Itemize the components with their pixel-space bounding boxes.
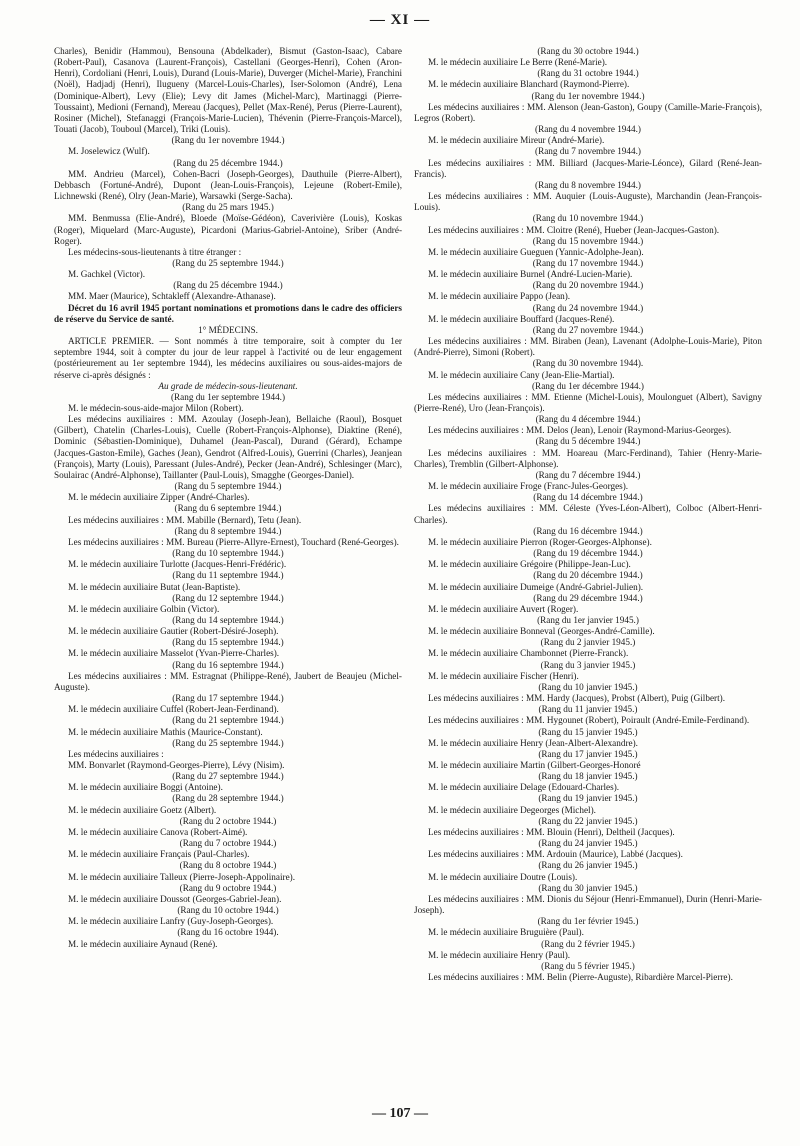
rank-date-heading: (Rang du 24 janvier 1945.): [538, 838, 638, 849]
rank-date-heading: (Rang du 5 décembre 1944.): [535, 436, 641, 447]
nomination-entry: Les médecins-sous-lieutenants à titre étranger :: [68, 246, 242, 257]
section-heading: 1° MÉDECINS.: [198, 324, 258, 335]
rank-date-heading: (Rang du 25 décembre 1944.): [173, 280, 283, 291]
nomination-entry: M. le médecin auxiliaire Cany (Jean-Elie-Martial).: [428, 369, 615, 380]
rank-date-heading: (Rang du 7 décembre 1944.): [535, 469, 641, 480]
decree-title: Décret du 16 avril 1945 portant nominations et promotions dans le cadre des officiers de réserve du Service de santé.: [54, 302, 402, 324]
rank-date-heading: (Rang du 27 novembre 1944.): [532, 324, 644, 335]
nomination-entry: M. le médecin-sous-aide-major Milon (Robert).: [68, 403, 244, 413]
rank-date-heading: (Rang du 10 janvier 1945.): [538, 681, 638, 692]
nomination-entry: M. le médecin auxiliaire Bouffard (Jacques-René).: [428, 313, 615, 324]
rank-date-heading: (Rang du 17 septembre 1944.): [172, 693, 284, 704]
rank-date-heading: (Rang du 25 mars 1945.): [182, 202, 274, 213]
rank-date-heading: (Rang du 10 octobre 1944.): [177, 905, 279, 916]
nomination-entry: M. le médecin auxiliaire Bruguière (Paul).: [428, 927, 584, 938]
nomination-entry: M. le médecin auxiliaire Aynaud (René).: [68, 938, 218, 949]
rank-date-heading: (Rang du 9 octobre 1944.): [179, 882, 277, 893]
nomination-entry: M. le médecin auxiliaire Gautier (Robert-Désiré-Joseph).: [68, 626, 279, 637]
nomination-entry: M. le médecin auxiliaire Lanfry (Guy-Joseph-Georges).: [68, 916, 274, 927]
rank-date-heading: (Rang du 6 septembre 1944.): [174, 503, 282, 514]
nomination-entry: Les médecins auxiliaires : MM. Céleste (Yves-Léon-Albert), Colboc (Albert-Henri-Charles).: [414, 503, 762, 525]
rank-date-heading: (Rang du 26 janvier 1945.): [538, 860, 638, 871]
nomination-entry: M. le médecin auxiliaire Doutre (Louis).: [428, 871, 578, 882]
rank-date-heading: (Rang du 2 février 1945.): [541, 938, 635, 949]
nomination-entry: M. le médecin auxiliaire Boggi (Antoine).: [68, 782, 223, 793]
nomination-entry: M. Gachkel (Victor).: [68, 269, 146, 280]
nomination-entry: M. le médecin auxiliaire Fischer (Henri).: [428, 670, 579, 681]
page-footer-number: — 107 —: [372, 1106, 428, 1121]
nomination-entry: M. le médecin auxiliaire Dumeige (André-Gabriel-Julien).: [428, 581, 644, 592]
rank-date-heading: (Rang du 28 septembre 1944.): [172, 793, 284, 804]
nomination-entry: M. le médecin auxiliaire Henry (Jean-Albert-Alexandre).: [428, 737, 638, 748]
nomination-entry: MM. Maer (Maurice), Schtakleff (Alexandre-Athanase).: [68, 291, 276, 302]
rank-date-heading: (Rang du 20 novembre 1944.): [532, 280, 644, 291]
nomination-entry: Les médecins auxiliaires : MM. Billiard (Jacques-Marie-Léonce), Gilard (René-Jean-Francis).: [414, 157, 762, 179]
nomination-entry: M. le médecin auxiliaire Mathis (Maurice-Constant).: [68, 726, 263, 737]
nomination-entry: M. le médecin auxiliaire Blanchard (Raymond-Pierre).: [428, 79, 630, 90]
rank-date-heading: (Rang du 3 janvier 1945.): [540, 659, 636, 670]
rank-date-heading: (Rang du 29 décembre 1944.): [533, 592, 643, 603]
rank-date-heading: (Rang du 30 octobre 1944.): [537, 46, 639, 56]
nomination-entry: M. le médecin auxiliaire Le Berre (René-Marie).: [428, 57, 608, 68]
nomination-entry: M. le médecin auxiliaire Degeorges (Michel).: [428, 804, 596, 815]
nomination-entry: Les médecins auxiliaires : MM. Estragnat (Philippe-René), Jaubert de Beaujeu (Michel-Auguste).: [54, 670, 402, 692]
rank-date-heading: (Rang du 1er novembre 1944.): [531, 90, 645, 101]
nomination-entry: Les médecins auxiliaires : MM. Auquier (Louis-Auguste), Marchandin (Jean-François-Louis).: [414, 191, 762, 213]
nomination-entry: MM. Bonvarlet (Raymond-Georges-Pierre), Lévy (Nisim).: [68, 760, 285, 770]
rank-date-heading: (Rang du 24 novembre 1944.): [532, 302, 644, 313]
rank-date-heading: (Rang du 15 septembre 1944.): [172, 637, 284, 648]
rank-date-heading: (Rang du 18 janvier 1945.): [538, 771, 638, 782]
rank-date-heading: (Rang du 5 février 1945.): [541, 960, 635, 971]
nomination-entry: M. le médecin auxiliaire Butat (Jean-Baptiste).: [68, 581, 241, 592]
rank-date-heading: (Rang du 11 janvier 1945.): [538, 704, 638, 715]
nomination-entry: Les médecins auxiliaires : MM. Azoulay (Joseph-Jean), Bellaiche (Raoul), Bosquet (Gilbert), Chatelin (Charles-Louis), Cuelle (Robert-François-Alphonse), Diaktine (René), Dominic (Sébastien-Dominique), Duhamel (Jean-Pascal), Durand (Gérard), Echampe (Jacques-Gaston-Emile), Gaches (Jean), Gendrot (Alfred-Louis), Guerrini (Charles), Jeanjean (François), Marty (Louis), Paressant (Jules-André), Pecker (Jean-André), Schlesinger (Marc), Soulairac (André-Alphonse), Taillanter (Paul-Louis), Smagghe (Georges-Daniel).: [54, 414, 402, 480]
rank-date-heading: (Rang du 8 septembre 1944.): [174, 525, 282, 536]
rank-date-heading: (Rang du 4 décembre 1944.): [535, 414, 641, 425]
nomination-entry: M. le médecin auxiliaire Français (Paul-Charles).: [68, 849, 250, 860]
rank-date-heading: (Rang du 22 janvier 1945.): [538, 815, 638, 826]
nomination-entry: M. le médecin auxiliaire Turlotte (Jacques-Henri-Frédéric).: [68, 559, 287, 570]
nomination-entry: M. le médecin auxiliaire Cuffel (Robert-Jean-Ferdinand).: [68, 704, 279, 715]
rank-date-heading: (Rang du 5 septembre 1944.): [174, 481, 282, 492]
nomination-entry: M. le médecin auxiliaire Pappo (Jean).: [428, 291, 571, 302]
page-header-roman-numeral: — XI —: [369, 12, 431, 28]
nomination-entry: M. le médecin auxiliaire Pierron (Roger-Georges-Alphonse).: [428, 536, 652, 547]
nomination-entry: M. le médecin auxiliaire Martin (Gilbert-Georges-Honoré: [428, 760, 641, 770]
rank-date-heading: (Rang du 25 décembre 1944.): [173, 157, 283, 168]
rank-date-heading: (Rang du 1er janvier 1945.): [537, 614, 639, 625]
nomination-entry: M. le médecin auxiliaire Grégoire (Philippe-Jean-Luc).: [428, 559, 631, 570]
rank-date-heading: (Rang du 1er novembre 1944.): [171, 135, 285, 146]
grade-heading: Au grade de médecin-sous-lieutenant.: [158, 380, 298, 391]
right-text-column: [414, 46, 762, 983]
nomination-entry: M. le médecin auxiliaire Masselot (Yvan-Pierre-Charles).: [68, 648, 280, 659]
nomination-entry: Les médecins auxiliaires : MM. Mabille (Bernard), Tetu (Jean).: [68, 514, 302, 525]
nomination-entry: M. le médecin auxiliaire Canova (Robert-Aimé).: [68, 826, 248, 837]
rank-date-heading: (Rang du 15 novembre 1944.): [532, 235, 644, 246]
nomination-entry: M. Joselewicz (Wulf).: [68, 146, 150, 157]
rank-date-heading: (Rang du 17 janvier 1945.): [538, 748, 638, 759]
rank-date-heading: (Rang du 25 septembre 1944.): [172, 737, 284, 748]
nomination-entry: Les médecins auxiliaires : MM. Bureau (Pierre-Allyre-Ernest), Touchard (René-Georges).: [68, 536, 399, 547]
rank-date-heading: (Rang du 31 octobre 1944.): [537, 68, 639, 79]
nomination-entry: M. le médecin auxiliaire Gueguen (Yannic-Adolphe-Jean).: [428, 246, 644, 257]
rank-date-heading: (Rang du 15 janvier 1945.): [538, 726, 638, 737]
nomination-entry: Les médecins auxiliaires : MM. Dionis du Séjour (Henri-Emmanuel), Durin (Henri-Marie-Joseph).: [414, 893, 762, 916]
rank-date-heading: (Rang du 14 décembre 1944.): [533, 492, 643, 503]
rank-date-heading: (Rang du 17 novembre 1944.): [532, 257, 644, 268]
rank-date-heading: (Rang du 16 décembre 1944.): [533, 525, 643, 536]
rank-date-heading: (Rang du 21 septembre 1944.): [172, 715, 284, 726]
nomination-entry: M. le médecin auxiliaire Doussot (Georges-Gabriel-Jean).: [68, 893, 282, 904]
nomination-entry: Charles), Benidir (Hammou), Bensouna (Abdelkader), Bismut (Gaston-Isaac), Cabare (Robert-Paul), Casanova (Laurent-François), Castellani (Georges-Henri), Cohen (Aron-Henri), Cordoliani (Henri, Louis), Durand (Louis-Marie), Duverger (Michel-Marie), Franchini (Noël), Hadjadj (Henri), Iluguenу (Marcel-Louis-Charles), Iser-Solomon (André), Lena (Dominique-Albert), Levy (Elie); Levy dit James (Michel-Marc), Martinaggi (Pierre-Toussaint), Medioni (Fernand), Mereau (Jacques), Pellet (Max-René), Perus (Pierre-Laurent), Rosiner (Michel), Stefanaggi (François-Marie-Lucien), Thévenin (Pierre-François-Marcel), Touati (Jacob), Touboul (Marcel), Triki (Louis).: [54, 46, 402, 135]
rank-date-heading: (Rang du 8 octobre 1944.): [179, 860, 277, 871]
nomination-entry: M. le médecin auxiliaire Delage (Edouard-Charles).: [428, 782, 620, 793]
nomination-entry: M. le médecin auxiliaire Mireur (André-Marie).: [428, 135, 605, 146]
nomination-entry: M. le médecin auxiliaire Goetz (Albert).: [68, 804, 217, 815]
rank-date-heading: (Rang du 20 décembre 1944.): [533, 570, 643, 581]
rank-date-heading: (Rang du 1er septembre 1944.): [170, 391, 286, 402]
rank-date-heading: (Rang du 2 octobre 1944.): [179, 815, 277, 826]
nomination-entry: Les médecins auxiliaires : MM. Delos (Jean), Lenoir (Raymond-Marius-Georges).: [428, 425, 732, 436]
rank-date-heading: (Rang du 19 janvier 1945.): [538, 793, 638, 804]
nomination-entry: Les médecins auxiliaires : MM. Hygounet (Robert), Poirault (André-Emile-Ferdinand).: [428, 715, 750, 726]
nomination-entry: Les médecins auxiliaires :: [68, 748, 164, 759]
rank-date-heading: (Rang du 10 novembre 1944.): [532, 213, 644, 224]
nomination-entry: Les médecins auxiliaires : MM. Alenson (Jean-Gaston), Goupy (Camille-Marie-François), Legros (Robert).: [414, 101, 762, 123]
rank-date-heading: (Rang du 10 septembre 1944.): [172, 548, 284, 559]
rank-date-heading: (Rang du 1er février 1945.): [537, 916, 639, 927]
rank-date-heading: (Rang du 14 septembre 1944.): [172, 614, 284, 625]
rank-date-heading: (Rang du 16 octobre 1944).: [177, 927, 279, 938]
rank-date-heading: (Rang du 25 septembre 1944.): [172, 257, 284, 268]
nomination-entry: M. le médecin auxiliaire Auvert (Roger).: [428, 603, 579, 614]
rank-date-heading: (Rang du 19 décembre 1944.): [533, 548, 643, 559]
nomination-entry: M. le médecin auxiliaire Zipper (André-Charles).: [68, 492, 250, 503]
rank-date-heading: (Rang du 11 septembre 1944.): [172, 570, 284, 581]
nomination-entry: Les médecins auxiliaires : MM. Ardouin (Maurice), Labbé (Jacques).: [428, 849, 683, 860]
nomination-entry: Les médecins auxiliaires : MM. Etienne (Michel-Louis), Moulonguet (Albert), Savigny (Pierre-René), Uro (Jean-François).: [414, 391, 762, 413]
rank-date-heading: (Rang du 16 septembre 1944.): [172, 659, 284, 670]
nomination-entry: Les médecins auxiliaires : MM. Hoareau (Marc-Ferdinand), Tahier (Henry-Marie-Charles), Tremblin (Gilbert-Alphonse).: [414, 447, 762, 469]
nomination-entry: M. le médecin auxiliaire Froge (Franc-Jules-Georges).: [428, 481, 629, 492]
nomination-entry: MM. Andrieu (Marcel), Cohen-Bacri (Joseph-Georges), Dauthuile (Pierre-Albert), Debbasch (Fortuné-André), Dupont (Jean-Louis-François), Lejeune (Robert-Emile), Lichnewski (René), Olry (Jean-Marie), Warsawki (Serge-Sacha).: [54, 168, 402, 202]
rank-date-heading: (Rang du 7 octobre 1944.): [179, 838, 277, 849]
rank-date-heading: (Rang du 8 novembre 1944.): [535, 179, 641, 190]
nomination-entry: M. le médecin auxiliaire Golbin (Victor).: [68, 603, 220, 614]
nomination-entry: Les médecins auxiliaires : MM. Cloitre (René), Hueber (Jean-Jacques-Gaston).: [428, 224, 720, 235]
rank-date-heading: (Rang du 4 novembre 1944.): [535, 124, 641, 135]
nomination-entry: M. le médecin auxiliaire Chambonnet (Pierre-Franck).: [428, 648, 629, 659]
rank-date-heading: (Rang du 27 septembre 1944.): [172, 771, 284, 782]
nomination-entry: ARTICLE PREMIER. — Sont nommés à titre temporaire, soit à compter du 1er septembre 1944, soit à compter du jour de leur rappel à l'activité ou de leur engagement (postérieurement au 1er septembre 1944), les médecins auxiliaires ou sous-aides-majors de réserve ci-après désignés :: [54, 336, 402, 380]
nomination-entry: M. le médecin auxiliaire Bonneval (Georges-André-Camille).: [428, 626, 655, 637]
rank-date-heading: (Rang du 1er décembre 1944.): [532, 380, 644, 391]
rank-date-heading: (Rang du 12 septembre 1944.): [172, 592, 284, 603]
nomination-entry: Les médecins auxiliaires : MM. Biraben (Jean), Lavenant (Adolphe-Louis-Marie), Piton (André-Pierre), Simoni (Robert).: [414, 336, 762, 358]
nomination-entry: M. le médecin auxiliaire Talleux (Pierre-Joseph-Appolinaire).: [68, 871, 296, 882]
nomination-entry: Les médecins auxiliaires : MM. Hardy (Jacques), Probst (Albert), Puig (Gilbert).: [428, 693, 725, 704]
rank-date-heading: (Rang du 7 novembre 1944.): [535, 146, 641, 157]
nomination-entry: Les médecins auxiliaires : MM. Blouin (Henri), Deltheil (Jacques).: [428, 826, 675, 837]
nomination-entry: MM. Benmussa (Elie-André), Bloede (Moïse-Gédéon), Caverivière (Louis), Koskas (Roger), Miquelard (Marc-Auguste), Picardoni (Marius-Gabriel-Antoine), Sriber (André-Roger).: [54, 213, 402, 246]
rank-date-heading: (Rang du 2 janvier 1945.): [540, 637, 636, 648]
left-text-column: [54, 46, 402, 950]
nomination-entry: M. le médecin auxiliaire Burnel (André-Lucien-Marie).: [428, 269, 633, 280]
nomination-entry: M. le médecin auxiliaire Henry (Paul).: [428, 949, 571, 960]
rank-date-heading: (Rang du 30 janvier 1945.): [538, 882, 638, 893]
rank-date-heading: (Rang du 30 novembre 1944).: [532, 358, 644, 369]
nomination-entry: Les médecins auxiliaires : MM. Belin (Pierre-Auguste), Ribardière Marcel-Pierre).: [428, 971, 733, 982]
